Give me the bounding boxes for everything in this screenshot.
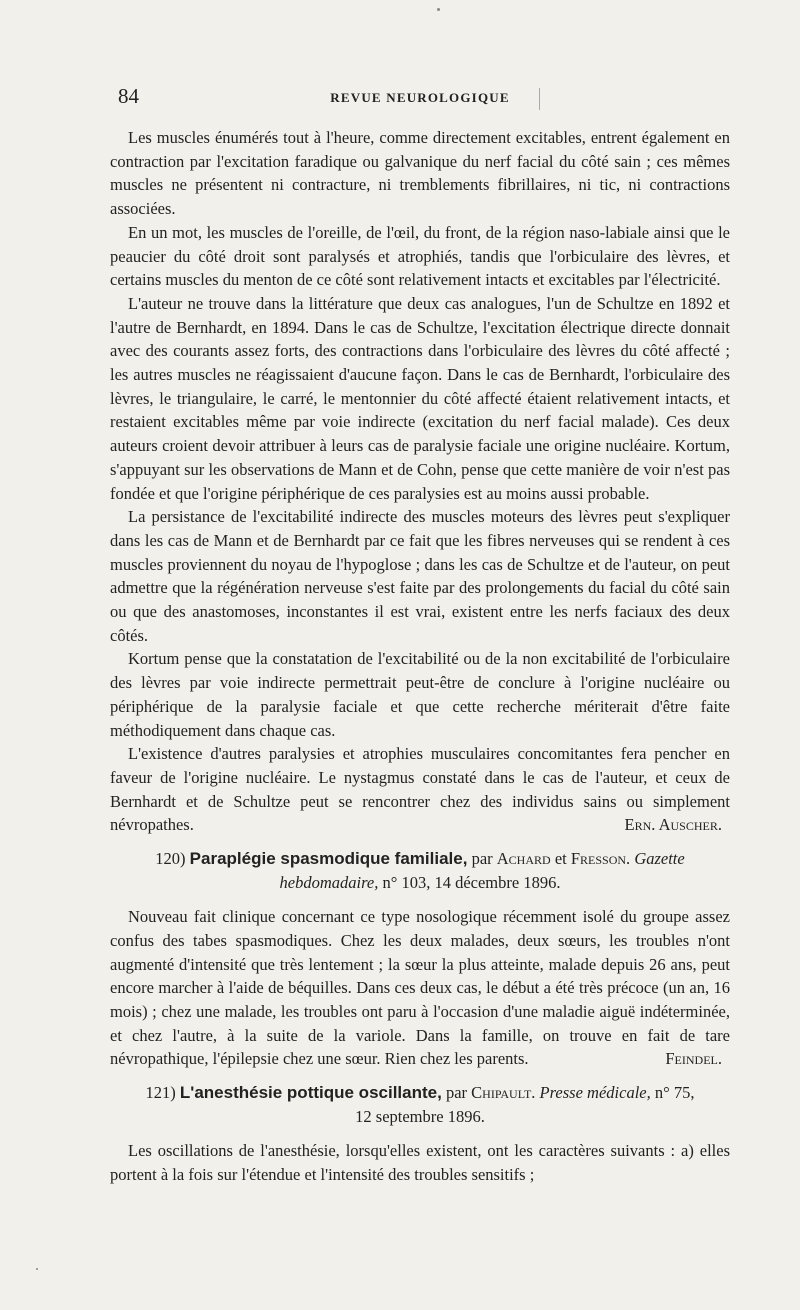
abstract-120-journal: Gazette hebdomadaire, [279, 849, 685, 892]
page-header [110, 84, 730, 114]
signature-auscher: Ern. Auscher. [624, 815, 722, 835]
abstract-120-title: Paraplégie spasmodique familiale, [189, 849, 468, 869]
header-rule [539, 88, 540, 110]
closing-paragraph [110, 742, 730, 837]
abstract-121-by: par [445, 1083, 468, 1103]
abstract-120-number: 120) [155, 849, 186, 869]
abstract-121-text: Les oscillations de l'anesthésie, lorsqu'elles existent, ont les caractères suivants : a) elles portent à la fois sur l'étendue et l'intensité des troubles sensitifs ; [110, 1141, 730, 1184]
abstract-121-issue: n° 75, [654, 1083, 695, 1103]
paragraph: Kortum pense que la constatation de l'excitabilité ou de la non excitabilité de l'orbiculaire des lèvres par voie indirecte permettrait peut-être de conclure à l'origine nucléaire ou périphérique de la paralysie faciale et que cette recherche mériterait d'être faite méthodiquement dans chaque cas. [110, 649, 730, 740]
abstract-121-heading [110, 1081, 730, 1128]
abstract-121-journal: Presse médicale, [539, 1083, 651, 1103]
running-title: REVUE NEUROLOGIQUE [330, 90, 510, 105]
abstract-120-body [110, 905, 730, 1071]
abstract-120-author1: Achard [496, 849, 551, 869]
abstract-121-author: Chipault. [471, 1083, 536, 1103]
paragraph: L'auteur ne trouve dans la littérature que deux cas analogues, l'un de Schultze en 1892 et l'autre de Bernhardt, en 1894. Dans le cas de Schultze, l'excitation électrique directe donnait avec des courants assez forts, des contractions dans l'orbiculaire des lèvres du côté affecté ; les autres muscles ne réagissaient d'aucune façon. Dans le cas de Bernhardt, l'orbiculaire des lèvres, le triangulaire, le carré, le mentonnier du côté affecté étaient relativement intacts, et restaient excitables même par voie indirecte (excitation du nerf facial malade). Ces deux auteurs croient devoir attribuer à leurs cas de paralysie faciale une origine nucléaire. Kortum, s'appuyant sur les observations de Mann et de Cohn, pense que cette manière de voir n'est pas fondée et que l'origine périphérique de ces paralysies est au moins aussi probable. [110, 293, 730, 503]
page-number: 84 [118, 84, 139, 108]
paper-speck [437, 8, 440, 11]
signature-feindel: Feindel. [665, 1049, 722, 1069]
abstract-120-and: et [554, 849, 567, 869]
abstract-120-issue: n° 103, 14 décembre 1896. [382, 872, 561, 892]
abstract-121-title: L'anesthésie pottique oscillante, [179, 1083, 442, 1103]
abstract-121-number: 121) [145, 1083, 176, 1103]
paper-speck [36, 1268, 38, 1270]
abstract-120-text: Nouveau fait clinique concernant ce type nosologique récemment isolé du groupe assez confus des tabes spasmodiques. Chez les deux malades, deux sœurs, les troubles n'ont augmenté d'intensité que très lentement ; la sœur la plus atteinte, malade depuis 26 ans, peut encore marcher à l'aide de béquilles. Dans ces deux cas, le début a été très précoce (un an, 16 mois) ; chez une malade, les troubles ont paru à l'occasion d'une maladie aiguë indéterminée, et chez l'autre, à la suite de la variole. Dans la famille, on trouve en fait de tare névropathique, l'épilepsie chez une sœur. Rien chez les parents. [110, 907, 730, 1069]
abstract-120-author2: Fresson. [570, 849, 631, 869]
abstract-120-heading [110, 847, 730, 894]
paragraph: La persistance de l'excitabilité indirecte des muscles moteurs des lèvres peut s'expliquer dans les cas de Mann et de Bernhardt par ce fait que les fibres nerveuses qui se rendent à ces muscles proviennent du noyau de l'hypoglose ; dans les cas de Schultze et de l'auteur, on peut admettre que la régénération nerveuse s'est faite par des prolongements du facial du côté sain ou que des anastomoses, inconstantes il est vrai, existent entre les nerfs faciaux des deux côtés. [110, 507, 730, 645]
body-text [110, 126, 730, 1186]
paragraph: En un mot, les muscles de l'oreille, de l'œil, du front, de la région naso-labiale ainsi que le peaucier du côté droit sont paralysés et atrophiés, tandis que l'orbiculaire des lèvres, et certains muscles du menton de ce côté sont relativement intacts et excitables par l'électricité. [110, 222, 730, 290]
abstract-120-by: par [471, 849, 493, 869]
closing-paragraph-text: L'existence d'autres paralysies et atrophies musculaires concomitantes fera pencher en faveur de l'origine nucléaire. Le nystagmus constaté dans le cas de l'auteur, et ceux de Bernhardt et de Schultze peut se rencontrer chez des individus sains ou simplement névropathes. [110, 744, 730, 835]
abstract-121-date: 12 septembre 1896. [355, 1106, 485, 1126]
paragraph: Les muscles énumérés tout à l'heure, comme directement excitables, entrent également en contraction par l'excitation faradique ou galvanique du nerf facial du côté sain ; ces mêmes muscles ne présentent ni contracture, ni tremblements fibrillaires, ni tic, ni contractions associées. [110, 128, 730, 219]
